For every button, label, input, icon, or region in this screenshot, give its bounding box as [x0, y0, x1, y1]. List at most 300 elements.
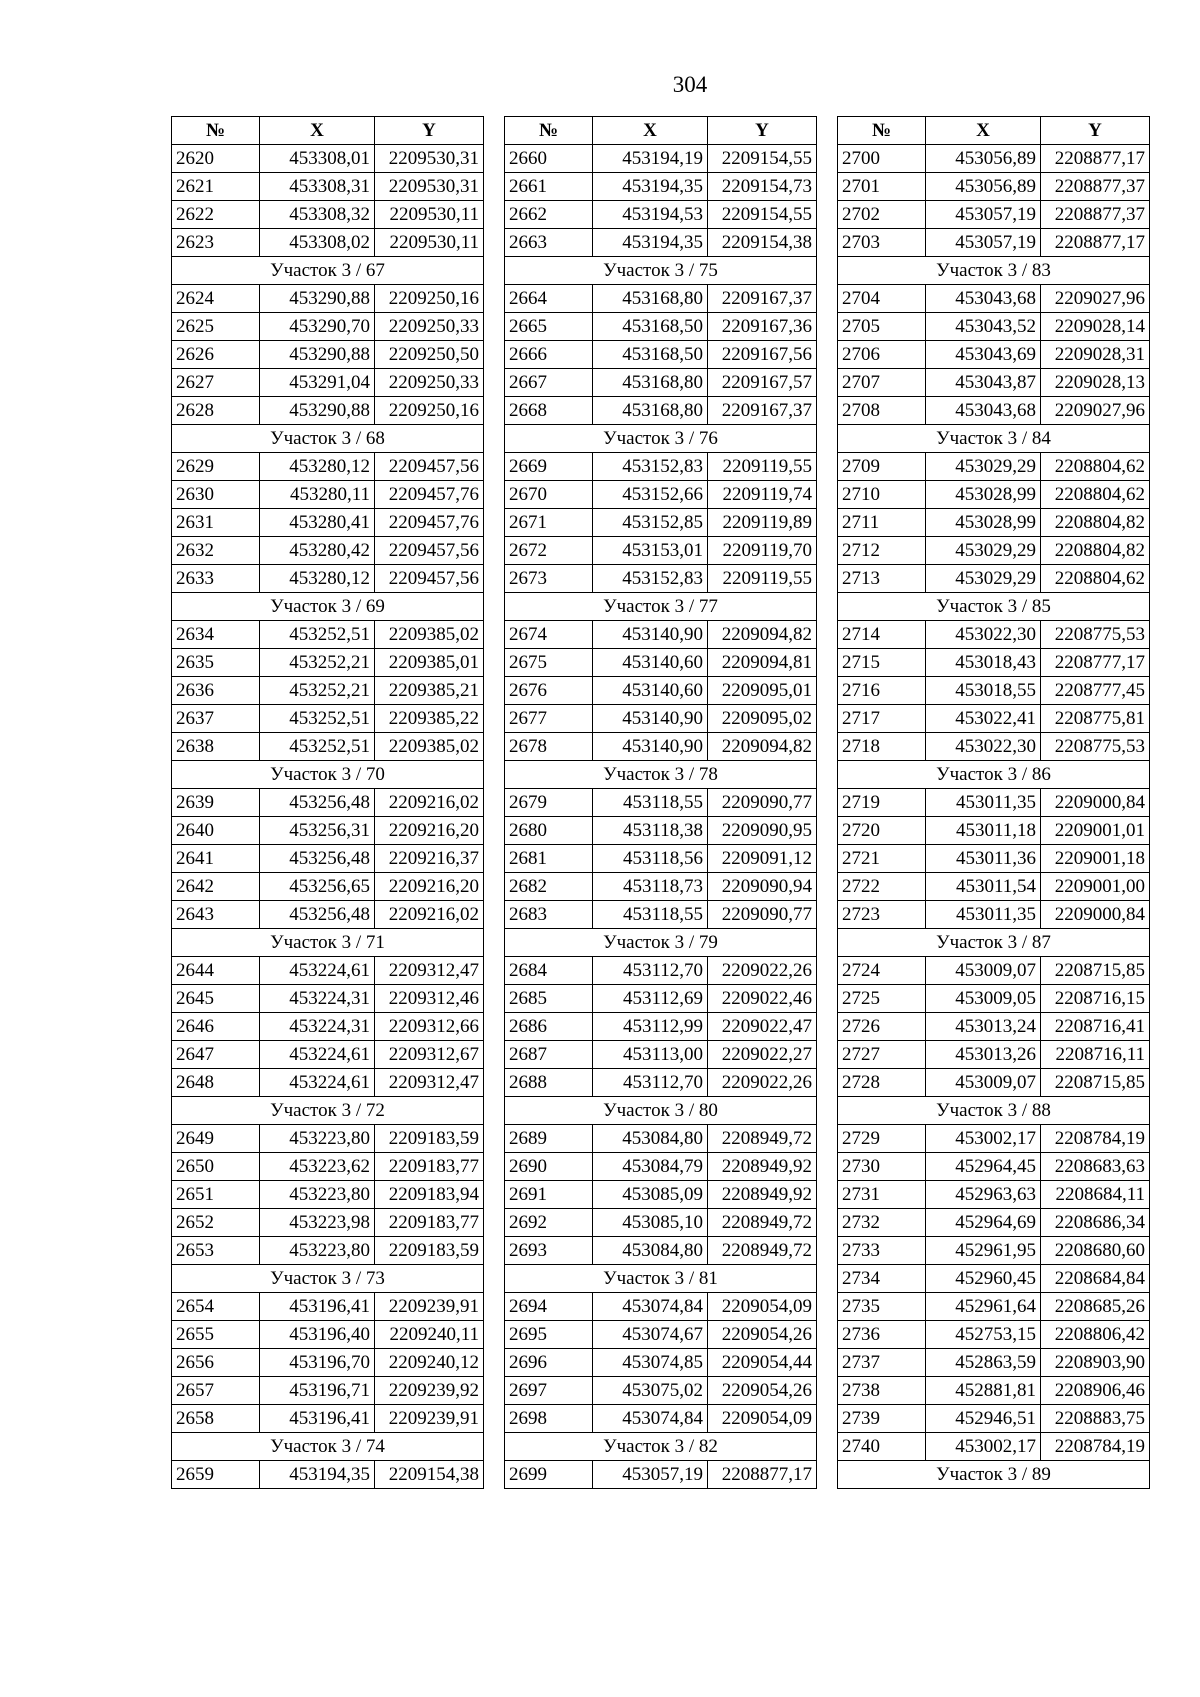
- table-row: [505, 509, 817, 537]
- x-coordinate: 453152,66: [593, 481, 708, 509]
- point-number: 2722: [838, 873, 926, 901]
- point-number: 2737: [838, 1349, 926, 1377]
- x-coordinate: 453256,48: [260, 789, 375, 817]
- x-coordinate: 453112,69: [593, 985, 708, 1013]
- point-number: 2627: [172, 369, 260, 397]
- y-coordinate: 2209090,77: [708, 901, 817, 929]
- x-coordinate: 453118,55: [593, 789, 708, 817]
- y-coordinate: 2209250,33: [375, 369, 484, 397]
- point-number: 2681: [505, 845, 593, 873]
- section-row: [838, 1461, 1150, 1489]
- y-coordinate: 2209457,76: [375, 481, 484, 509]
- table-row: [172, 1209, 484, 1237]
- y-coordinate: 2208775,53: [1041, 621, 1150, 649]
- section-title: Участок 3 / 74: [172, 1433, 484, 1461]
- y-coordinate: 2209240,12: [375, 1349, 484, 1377]
- x-coordinate: 453252,21: [260, 677, 375, 705]
- table-row: [172, 173, 484, 201]
- point-number: 2720: [838, 817, 926, 845]
- y-coordinate: 2208777,45: [1041, 677, 1150, 705]
- table-row: [838, 1181, 1150, 1209]
- table-row: [172, 453, 484, 481]
- point-number: 2670: [505, 481, 593, 509]
- table-row: [505, 1321, 817, 1349]
- y-coordinate: 2209183,59: [375, 1125, 484, 1153]
- point-number: 2660: [505, 145, 593, 173]
- y-coordinate: 2209119,55: [708, 453, 817, 481]
- table-row: [505, 173, 817, 201]
- y-coordinate: 2209530,11: [375, 201, 484, 229]
- x-coordinate: 453022,30: [926, 621, 1041, 649]
- y-coordinate: 2209001,00: [1041, 873, 1150, 901]
- y-coordinate: 2209183,77: [375, 1209, 484, 1237]
- page-number: 304: [672, 72, 708, 97]
- point-number: 2625: [172, 313, 260, 341]
- section-title: Участок 3 / 87: [838, 929, 1150, 957]
- point-number: 2696: [505, 1349, 593, 1377]
- y-coordinate: 2208804,82: [1041, 509, 1150, 537]
- x-coordinate: 453028,99: [926, 509, 1041, 537]
- point-number: 2650: [172, 1153, 260, 1181]
- table-row: [838, 285, 1150, 313]
- point-number: 2659: [172, 1461, 260, 1489]
- point-number: 2640: [172, 817, 260, 845]
- y-coordinate: 2208949,72: [708, 1209, 817, 1237]
- y-coordinate: 2209250,16: [375, 397, 484, 425]
- y-coordinate: 2209312,46: [375, 985, 484, 1013]
- table-row: [172, 733, 484, 761]
- point-number: 2714: [838, 621, 926, 649]
- point-number: 2667: [505, 369, 593, 397]
- y-coordinate: 2208683,63: [1041, 1153, 1150, 1181]
- point-number: 2673: [505, 565, 593, 593]
- x-coordinate: 453011,35: [926, 901, 1041, 929]
- y-coordinate: 2209028,13: [1041, 369, 1150, 397]
- table-row: [838, 1321, 1150, 1349]
- y-coordinate: 2209119,55: [708, 565, 817, 593]
- point-number: 2631: [172, 509, 260, 537]
- point-number: 2712: [838, 537, 926, 565]
- y-coordinate: 2209250,16: [375, 285, 484, 313]
- point-number: 2706: [838, 341, 926, 369]
- table-row: [172, 1181, 484, 1209]
- header-x: X: [260, 117, 375, 145]
- point-number: 2672: [505, 537, 593, 565]
- point-number: 2687: [505, 1041, 593, 1069]
- point-number: 2710: [838, 481, 926, 509]
- table-row: [172, 509, 484, 537]
- x-coordinate: 452960,45: [926, 1265, 1041, 1293]
- y-coordinate: 2209054,44: [708, 1349, 817, 1377]
- x-coordinate: 453043,69: [926, 341, 1041, 369]
- table-row: [838, 453, 1150, 481]
- y-coordinate: 2209457,56: [375, 565, 484, 593]
- y-coordinate: 2208777,17: [1041, 649, 1150, 677]
- table-row: [838, 229, 1150, 257]
- y-coordinate: 2208804,62: [1041, 565, 1150, 593]
- point-number: 2699: [505, 1461, 593, 1489]
- y-coordinate: 2208806,42: [1041, 1321, 1150, 1349]
- y-coordinate: 2209183,94: [375, 1181, 484, 1209]
- x-coordinate: 453140,90: [593, 621, 708, 649]
- x-coordinate: 453152,83: [593, 453, 708, 481]
- point-number: 2680: [505, 817, 593, 845]
- y-coordinate: 2209094,81: [708, 649, 817, 677]
- y-coordinate: 2208903,90: [1041, 1349, 1150, 1377]
- table-row: [838, 537, 1150, 565]
- point-number: 2652: [172, 1209, 260, 1237]
- table-row: [172, 1041, 484, 1069]
- table-row: [172, 873, 484, 901]
- point-number: 2736: [838, 1321, 926, 1349]
- y-coordinate: 2209054,26: [708, 1377, 817, 1405]
- y-coordinate: 2209183,77: [375, 1153, 484, 1181]
- y-coordinate: 2209001,01: [1041, 817, 1150, 845]
- point-number: 2698: [505, 1405, 593, 1433]
- x-coordinate: 453029,29: [926, 565, 1041, 593]
- coordinate-table-left: [171, 116, 484, 1489]
- y-coordinate: 2209216,20: [375, 817, 484, 845]
- section-title: Участок 3 / 86: [838, 761, 1150, 789]
- point-number: 2690: [505, 1153, 593, 1181]
- table-row: [838, 1405, 1150, 1433]
- y-coordinate: 2209119,74: [708, 481, 817, 509]
- x-coordinate: 453022,41: [926, 705, 1041, 733]
- y-coordinate: 2209028,31: [1041, 341, 1150, 369]
- table-row: [838, 369, 1150, 397]
- x-coordinate: 453256,31: [260, 817, 375, 845]
- x-coordinate: 452946,51: [926, 1405, 1041, 1433]
- x-coordinate: 453194,35: [260, 1461, 375, 1489]
- y-coordinate: 2208949,92: [708, 1153, 817, 1181]
- point-number: 2620: [172, 145, 260, 173]
- point-number: 2728: [838, 1069, 926, 1097]
- point-number: 2633: [172, 565, 260, 593]
- point-number: 2686: [505, 1013, 593, 1041]
- x-coordinate: 453074,85: [593, 1349, 708, 1377]
- point-number: 2643: [172, 901, 260, 929]
- point-number: 2637: [172, 705, 260, 733]
- point-number: 2703: [838, 229, 926, 257]
- section-title: Участок 3 / 77: [505, 593, 817, 621]
- table-row: [505, 873, 817, 901]
- point-number: 2679: [505, 789, 593, 817]
- x-coordinate: 453018,55: [926, 677, 1041, 705]
- x-coordinate: 453112,70: [593, 1069, 708, 1097]
- x-coordinate: 453140,60: [593, 649, 708, 677]
- x-coordinate: 453057,19: [926, 201, 1041, 229]
- table-row: [172, 1321, 484, 1349]
- x-coordinate: 453009,05: [926, 985, 1041, 1013]
- y-coordinate: 2209119,70: [708, 537, 817, 565]
- point-number: 2704: [838, 285, 926, 313]
- y-coordinate: 2209167,56: [708, 341, 817, 369]
- x-coordinate: 453084,80: [593, 1125, 708, 1153]
- y-coordinate: 2209216,02: [375, 789, 484, 817]
- table-row: [505, 957, 817, 985]
- y-coordinate: 2209239,92: [375, 1377, 484, 1405]
- y-coordinate: 2208775,81: [1041, 705, 1150, 733]
- x-coordinate: 453011,36: [926, 845, 1041, 873]
- y-coordinate: 2209094,82: [708, 621, 817, 649]
- x-coordinate: 453252,51: [260, 705, 375, 733]
- table-row: [172, 1069, 484, 1097]
- table-row: [505, 341, 817, 369]
- point-number: 2684: [505, 957, 593, 985]
- table-row: [505, 677, 817, 705]
- x-coordinate: 453194,19: [593, 145, 708, 173]
- table-row: [505, 1293, 817, 1321]
- table-row: [505, 201, 817, 229]
- point-number: 2626: [172, 341, 260, 369]
- header-x: X: [926, 117, 1041, 145]
- y-coordinate: 2209154,38: [375, 1461, 484, 1489]
- y-coordinate: 2208685,26: [1041, 1293, 1150, 1321]
- header-y: Y: [1041, 117, 1150, 145]
- x-coordinate: 453252,51: [260, 733, 375, 761]
- table-row: [838, 901, 1150, 929]
- y-coordinate: 2208686,34: [1041, 1209, 1150, 1237]
- section-title: Участок 3 / 83: [838, 257, 1150, 285]
- table-row: [838, 705, 1150, 733]
- table-row: [838, 565, 1150, 593]
- table-row: [505, 453, 817, 481]
- x-coordinate: 453168,80: [593, 285, 708, 313]
- table-row: [172, 341, 484, 369]
- point-number: 2666: [505, 341, 593, 369]
- header-row: [838, 117, 1150, 145]
- x-coordinate: 452753,15: [926, 1321, 1041, 1349]
- y-coordinate: 2209167,37: [708, 285, 817, 313]
- x-coordinate: 453290,88: [260, 397, 375, 425]
- point-number: 2644: [172, 957, 260, 985]
- y-coordinate: 2209216,37: [375, 845, 484, 873]
- point-number: 2711: [838, 509, 926, 537]
- x-coordinate: 453223,62: [260, 1153, 375, 1181]
- section-row: [172, 593, 484, 621]
- x-coordinate: 453112,99: [593, 1013, 708, 1041]
- x-coordinate: 453118,38: [593, 817, 708, 845]
- point-number: 2708: [838, 397, 926, 425]
- table-row: [505, 1013, 817, 1041]
- point-number: 2700: [838, 145, 926, 173]
- table-row: [838, 677, 1150, 705]
- table-row: [505, 621, 817, 649]
- y-coordinate: 2209154,55: [708, 201, 817, 229]
- x-coordinate: 453002,17: [926, 1125, 1041, 1153]
- x-coordinate: 453308,32: [260, 201, 375, 229]
- section-row: [505, 593, 817, 621]
- point-number: 2662: [505, 201, 593, 229]
- x-coordinate: 453168,80: [593, 397, 708, 425]
- y-coordinate: 2209054,26: [708, 1321, 817, 1349]
- table-row: [838, 1433, 1150, 1461]
- x-coordinate: 453140,90: [593, 733, 708, 761]
- table-row: [172, 481, 484, 509]
- point-number: 2635: [172, 649, 260, 677]
- header-number: №: [838, 117, 926, 145]
- table-row: [505, 817, 817, 845]
- x-coordinate: 453224,31: [260, 985, 375, 1013]
- point-number: 2628: [172, 397, 260, 425]
- table-row: [172, 145, 484, 173]
- section-title: Участок 3 / 80: [505, 1097, 817, 1125]
- x-coordinate: 453280,12: [260, 453, 375, 481]
- table-row: [838, 817, 1150, 845]
- point-number: 2715: [838, 649, 926, 677]
- table-row: [838, 1013, 1150, 1041]
- table-row: [838, 201, 1150, 229]
- x-coordinate: 453194,53: [593, 201, 708, 229]
- x-coordinate: 453224,61: [260, 1041, 375, 1069]
- x-coordinate: 453280,12: [260, 565, 375, 593]
- table-row: [172, 649, 484, 677]
- table-row: [505, 1041, 817, 1069]
- y-coordinate: 2208775,53: [1041, 733, 1150, 761]
- x-coordinate: 453224,61: [260, 957, 375, 985]
- table-row: [505, 1405, 817, 1433]
- y-coordinate: 2208877,37: [1041, 173, 1150, 201]
- point-number: 2739: [838, 1405, 926, 1433]
- table-row: [838, 1293, 1150, 1321]
- table-row: [172, 1125, 484, 1153]
- table-row: [172, 1153, 484, 1181]
- y-coordinate: 2208804,82: [1041, 537, 1150, 565]
- x-coordinate: 453057,19: [593, 1461, 708, 1489]
- x-coordinate: 453224,61: [260, 1069, 375, 1097]
- section-title: Участок 3 / 81: [505, 1265, 817, 1293]
- point-number: 2669: [505, 453, 593, 481]
- table-row: [172, 1461, 484, 1489]
- section-row: [172, 1433, 484, 1461]
- x-coordinate: 453074,84: [593, 1405, 708, 1433]
- x-coordinate: 453168,50: [593, 341, 708, 369]
- y-coordinate: 2209312,66: [375, 1013, 484, 1041]
- section-row: [505, 1433, 817, 1461]
- x-coordinate: 453308,01: [260, 145, 375, 173]
- header-row: [172, 117, 484, 145]
- x-coordinate: 452863,59: [926, 1349, 1041, 1377]
- y-coordinate: 2208680,60: [1041, 1237, 1150, 1265]
- y-coordinate: 2209022,27: [708, 1041, 817, 1069]
- table-row: [172, 1405, 484, 1433]
- point-number: 2651: [172, 1181, 260, 1209]
- coordinate-table-right: [837, 116, 1150, 1489]
- table-row: [838, 173, 1150, 201]
- y-coordinate: 2209154,73: [708, 173, 817, 201]
- table-row: [838, 845, 1150, 873]
- section-row: [172, 1097, 484, 1125]
- y-coordinate: 2208877,37: [1041, 201, 1150, 229]
- point-number: 2623: [172, 229, 260, 257]
- table-row: [838, 1237, 1150, 1265]
- table-row: [838, 873, 1150, 901]
- header-y: Y: [375, 117, 484, 145]
- table-row: [172, 901, 484, 929]
- point-number: 2668: [505, 397, 593, 425]
- section-title: Участок 3 / 85: [838, 593, 1150, 621]
- y-coordinate: 2209167,36: [708, 313, 817, 341]
- x-coordinate: 453118,56: [593, 845, 708, 873]
- table-row: [505, 1237, 817, 1265]
- table-row: [172, 565, 484, 593]
- x-coordinate: 453009,07: [926, 1069, 1041, 1097]
- table-row: [838, 341, 1150, 369]
- point-number: 2725: [838, 985, 926, 1013]
- table-row: [838, 733, 1150, 761]
- table-row: [505, 845, 817, 873]
- point-number: 2740: [838, 1433, 926, 1461]
- table-row: [838, 481, 1150, 509]
- x-coordinate: 453290,70: [260, 313, 375, 341]
- y-coordinate: 2209095,02: [708, 705, 817, 733]
- y-coordinate: 2208684,11: [1041, 1181, 1150, 1209]
- x-coordinate: 453256,48: [260, 901, 375, 929]
- x-coordinate: 453308,02: [260, 229, 375, 257]
- section-title: Участок 3 / 75: [505, 257, 817, 285]
- point-number: 2647: [172, 1041, 260, 1069]
- x-coordinate: 453011,35: [926, 789, 1041, 817]
- y-coordinate: 2208784,19: [1041, 1433, 1150, 1461]
- table-row: [505, 1069, 817, 1097]
- point-number: 2664: [505, 285, 593, 313]
- point-number: 2713: [838, 565, 926, 593]
- x-coordinate: 453290,88: [260, 341, 375, 369]
- point-number: 2675: [505, 649, 593, 677]
- y-coordinate: 2208716,11: [1041, 1041, 1150, 1069]
- x-coordinate: 453140,90: [593, 705, 708, 733]
- section-title: Участок 3 / 69: [172, 593, 484, 621]
- point-number: 2632: [172, 537, 260, 565]
- x-coordinate: 453140,60: [593, 677, 708, 705]
- point-number: 2629: [172, 453, 260, 481]
- table-row: [172, 313, 484, 341]
- y-coordinate: 2209457,56: [375, 537, 484, 565]
- point-number: 2705: [838, 313, 926, 341]
- table-row: [505, 537, 817, 565]
- x-coordinate: 453056,89: [926, 145, 1041, 173]
- y-coordinate: 2208949,72: [708, 1237, 817, 1265]
- table-row: [505, 285, 817, 313]
- point-number: 2676: [505, 677, 593, 705]
- table-row: [505, 649, 817, 677]
- y-coordinate: 2209216,20: [375, 873, 484, 901]
- x-coordinate: 453252,51: [260, 621, 375, 649]
- x-coordinate: 453256,65: [260, 873, 375, 901]
- y-coordinate: 2209154,55: [708, 145, 817, 173]
- table-row: [838, 509, 1150, 537]
- x-coordinate: 453074,84: [593, 1293, 708, 1321]
- y-coordinate: 2209022,26: [708, 957, 817, 985]
- point-number: 2653: [172, 1237, 260, 1265]
- table-row: [838, 1125, 1150, 1153]
- point-number: 2707: [838, 369, 926, 397]
- x-coordinate: 453252,21: [260, 649, 375, 677]
- table-row: [838, 789, 1150, 817]
- x-coordinate: 453196,70: [260, 1349, 375, 1377]
- table-row: [838, 957, 1150, 985]
- point-number: 2721: [838, 845, 926, 873]
- x-coordinate: 453084,80: [593, 1237, 708, 1265]
- y-coordinate: 2208883,75: [1041, 1405, 1150, 1433]
- section-row: [505, 257, 817, 285]
- point-number: 2622: [172, 201, 260, 229]
- table-row: [505, 229, 817, 257]
- point-number: 2701: [838, 173, 926, 201]
- point-number: 2732: [838, 1209, 926, 1237]
- point-number: 2678: [505, 733, 593, 761]
- point-number: 2719: [838, 789, 926, 817]
